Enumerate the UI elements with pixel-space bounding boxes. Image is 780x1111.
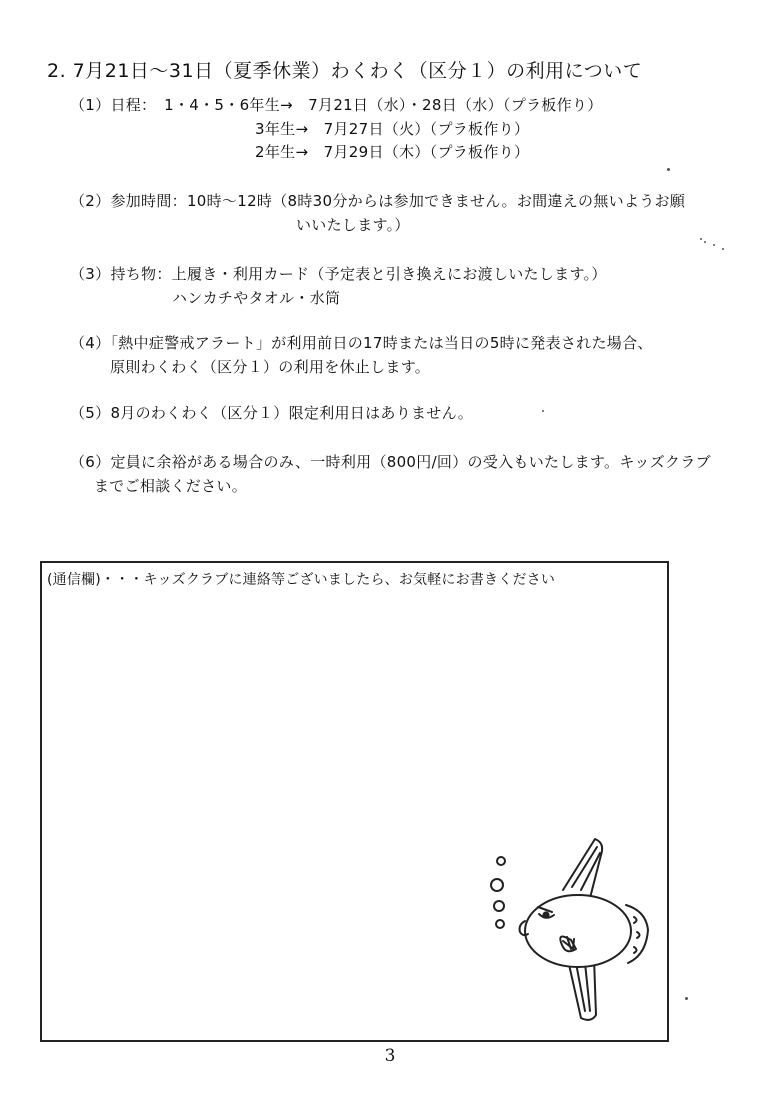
time-line-1: （2）参加時間：10時～12時（8時30分からは参加できません。お間違えの無いようお願 (70, 192, 686, 210)
schedule-line-1: （1）日程： 1・4・5・6年生→ 7月21日（水）・28日（水）（プラ板作り） (70, 96, 603, 114)
sunfish-illustration (488, 835, 688, 1035)
belongings-line-2: ハンカチやタオル・水筒 (172, 289, 341, 307)
bubble-icon (491, 879, 503, 891)
bubble-icon (497, 857, 505, 865)
bubble-icon (494, 901, 504, 911)
memo-box[interactable] (40, 561, 669, 1042)
schedule-line-2: 3年生→ 7月27日（火）（プラ板作り） (255, 120, 530, 138)
section-heading: 2. 7月21日～31日（夏季休業）わくわく（区分１）の利用について (47, 60, 643, 82)
temporary-use-line-1: （6）定員に余裕がある場合のみ、一時利用（800円/回）の受入もいたします。キッズクラブ (70, 453, 711, 471)
memo-label: (通信欄)・・・キッズクラブに連絡等ございましたら、お気軽にお書きください (47, 572, 556, 588)
temporary-use-line-2: までご相談ください。 (94, 477, 248, 495)
august-line: （5）8月のわくわく（区分１）限定利用日はありません。 (70, 404, 474, 422)
bubble-icon (496, 920, 504, 928)
page-number: 3 (384, 1046, 396, 1066)
heat-alert-line-2: 原則わくわく（区分１）の利用を休止します。 (110, 358, 431, 376)
heat-alert-line-1: （4）「熱中症警戒アラート」が利用前日の17時または当日の5時に発表された場合、 (70, 334, 653, 352)
schedule-line-3: 2年生→ 7月29日（木）（プラ板作り） (255, 143, 530, 161)
belongings-line-1: （3）持ち物：上履き・利用カード（予定表と引き換えにお渡しいたします。） (70, 265, 607, 283)
time-line-2: いいたします。） (296, 216, 410, 234)
